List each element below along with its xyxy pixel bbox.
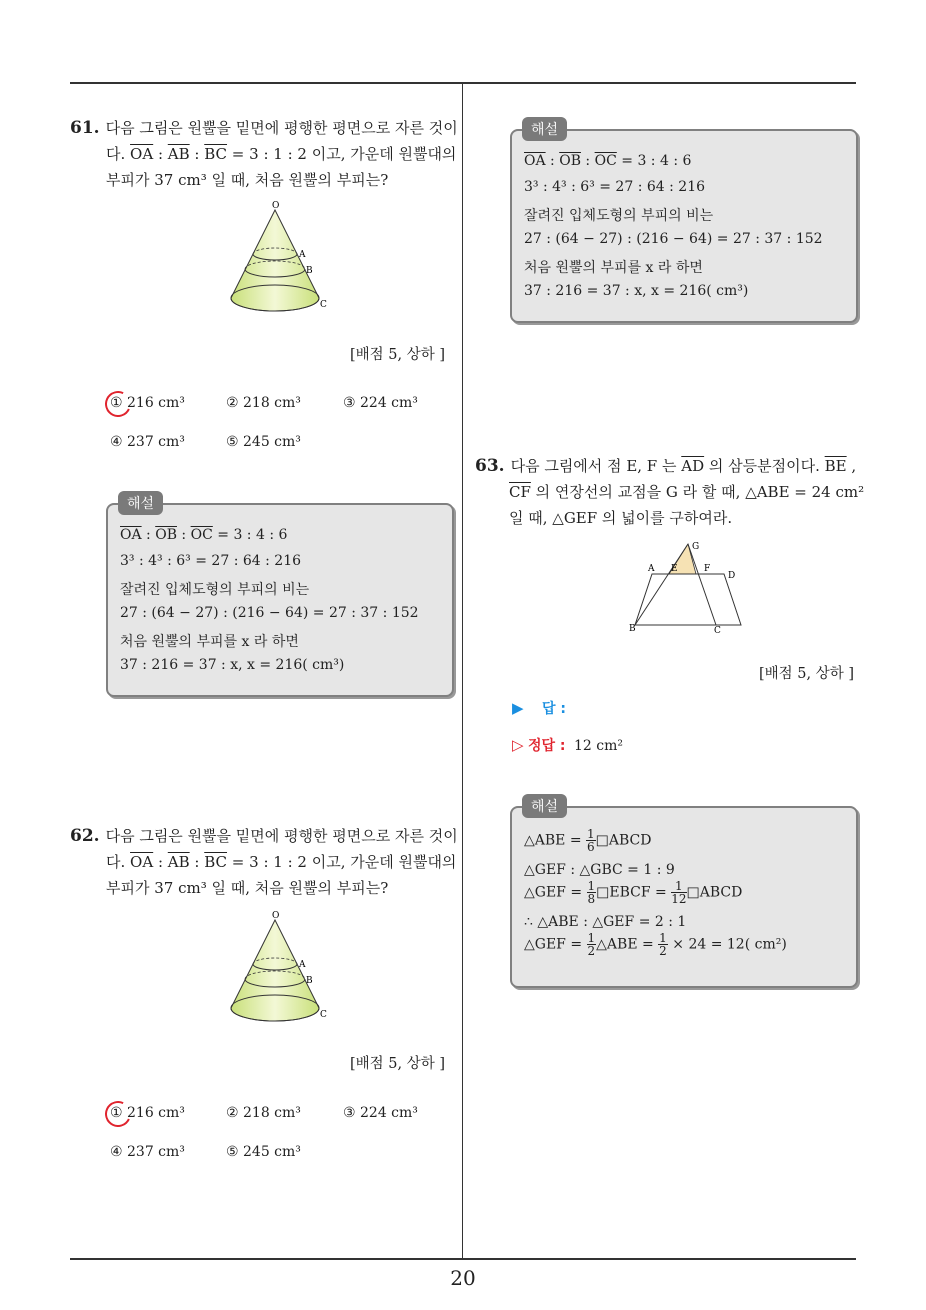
label-c: C <box>714 626 721 636</box>
q63-line3: 일 때, △GEF 의 넓이를 구하여라. <box>509 509 733 527</box>
choice-4[interactable]: ④ 237 cm³ <box>110 1144 185 1160</box>
label-o: O <box>272 201 280 211</box>
label-o: O <box>272 911 280 921</box>
fraction: $\frac{1}{2}$ <box>587 931 596 958</box>
sol-line-5: 처음 원뿔의 부피를 x 라 하면 <box>524 260 703 276</box>
label-g: G <box>692 542 700 552</box>
question-number: 62. <box>70 826 100 846</box>
sol63-line-4: ∴ △ABE : △GEF = 2 : 1 <box>524 914 687 930</box>
label-a: A <box>299 960 306 970</box>
q61-line3: 부피가 37 cm³ 일 때, 처음 원뿔의 부피는? <box>106 171 389 189</box>
arrow-filled-icon: ▶ <box>512 699 524 717</box>
question-number: 63. <box>475 456 505 476</box>
sol-line-2: 3³ : 4³ : 6³ = 27 : 64 : 216 <box>524 179 706 195</box>
question-61 <box>70 115 460 193</box>
sol63-line-2: △GEF : △GBC = 1 : 9 <box>524 862 675 878</box>
cone-figure-61 <box>225 200 345 320</box>
fraction: $\frac{1}{6}$ <box>587 827 595 854</box>
correct-value: 12 cm² <box>573 738 623 754</box>
correct-answer-row <box>512 735 623 755</box>
sol63-line-5: △GEF = $\frac{1}{2}$ △ABE = $\frac{1}{2}$ × 24 = 12( cm²) <box>524 931 787 958</box>
sol-line-2: 3³ : 4³ : 6³ = 27 : 64 : 216 <box>120 553 302 569</box>
sol-line-3: 잘려진 입체도형의 부피의 비는 <box>524 208 714 224</box>
q63-line1: 63. 다음 그림에서 점 E, F 는 $\overline{AD}$ 의 삼등분점이다. $\overline{BE}$ , <box>475 456 857 476</box>
label-c: C <box>320 1010 327 1020</box>
solution-box-62 <box>510 122 858 323</box>
solution-box-63 <box>510 799 858 988</box>
label-c: C <box>320 300 327 310</box>
question-63 <box>475 453 865 531</box>
q62-line2: 다. $\overline{OA}$ : $\overline{AB}$ : $\overline{BC} = 3$ : 1 : 2 이고, 가운데 원뿔대의 <box>106 853 457 871</box>
solution-tag: 해설 <box>522 117 567 141</box>
q63-line2: $\overline{CF}$ 의 연장선의 교점을 G 라 할 때, △ABE = 24 cm² <box>509 483 865 501</box>
arrow-outline-icon: ▷ <box>512 736 524 754</box>
parallelogram-figure-63 <box>625 538 745 638</box>
correct-label: 정답 : <box>528 738 566 754</box>
choice-5[interactable]: ⑤ 245 cm³ <box>226 434 301 450</box>
q62-line3: 부피가 37 cm³ 일 때, 처음 원뿔의 부피는? <box>106 879 389 897</box>
choice-2[interactable]: ② 218 cm³ <box>226 395 301 411</box>
choice-3[interactable]: ③ 224 cm³ <box>343 395 418 411</box>
solution-tag: 해설 <box>522 794 567 818</box>
sol-line-6: 37 : 216 = 37 : x, x = 216( cm³) <box>524 283 749 299</box>
sol-line-6: 37 : 216 = 37 : x, x = 216( cm³) <box>120 657 345 673</box>
sol-line-4: 27 : (64 − 27) : (216 − 64) = 27 : 37 : 152 <box>120 605 419 621</box>
label-b: B <box>306 266 313 276</box>
fraction: $\frac{1}{8}$ <box>587 879 596 906</box>
bottom-rule <box>70 1258 856 1260</box>
score-label-62: [배점 5, 상하 ] <box>350 1056 446 1072</box>
sol-line-5: 처음 원뿔의 부피를 x 라 하면 <box>120 634 299 650</box>
sol-line-1: $\overline{OA}$ : $\overline{OB}$ : $\overline{OC} = 3$ : 4 : 6 <box>120 527 288 543</box>
solution-box-61 <box>106 496 454 697</box>
top-rule <box>70 82 856 84</box>
sol-line-1: $\overline{OA}$ : $\overline{OB}$ : $\overline{OC} = 3$ : 4 : 6 <box>524 153 692 169</box>
question-number: 61. <box>70 118 100 138</box>
label-e: E <box>671 564 678 574</box>
question-62 <box>70 823 460 901</box>
label-a: A <box>299 250 306 260</box>
column-divider <box>462 84 463 1260</box>
q62-line1: 62. 다음 그림은 원뿔을 밑면에 평행한 평면으로 자른 것이 <box>70 826 458 846</box>
sol-line-3: 잘려진 입체도형의 부피의 비는 <box>120 582 310 598</box>
cone-figure-62 <box>225 910 345 1030</box>
choice-5[interactable]: ⑤ 245 cm³ <box>226 1144 301 1160</box>
answer-label: 답 : <box>542 701 566 717</box>
page-number: 20 <box>450 1266 476 1290</box>
sol63-line-3: △GEF = $\frac{1}{8}$ □EBCF = $\frac{1}{12}$ □ABCD <box>524 879 743 906</box>
choice-1[interactable]: ① 216 cm³ <box>110 1105 185 1121</box>
label-d: D <box>728 571 736 581</box>
q61-line2: 다. $\overline{OA}$ : $\overline{AB}$ : $\overline{BC} = 3$ : 1 : 2 이고, 가운데 원뿔대의 <box>106 145 457 163</box>
fraction: $\frac{1}{2}$ <box>659 931 667 958</box>
q61-line1: 61. 다음 그림은 원뿔을 밑면에 평행한 평면으로 자른 것이 <box>70 118 458 138</box>
score-label-61: [배점 5, 상하 ] <box>350 347 446 363</box>
label-a: A <box>648 564 655 574</box>
sol-line-4: 27 : (64 − 27) : (216 − 64) = 27 : 37 : 152 <box>524 231 823 247</box>
choice-4[interactable]: ④ 237 cm³ <box>110 434 185 450</box>
choice-1[interactable]: ① 216 cm³ <box>110 395 185 411</box>
label-b: B <box>629 624 636 634</box>
label-b: B <box>306 976 313 986</box>
answer-row <box>512 698 566 718</box>
choice-2[interactable]: ② 218 cm³ <box>226 1105 301 1121</box>
score-label-63: [배점 5, 상하 ] <box>759 666 855 682</box>
solution-tag: 해설 <box>118 491 163 515</box>
fraction: $\frac{1}{12}$ <box>671 879 687 906</box>
sol63-line-1: △ABE = $\frac{1}{6}$ □ABCD <box>524 827 652 854</box>
choice-3[interactable]: ③ 224 cm³ <box>343 1105 418 1121</box>
label-f: F <box>704 564 711 574</box>
